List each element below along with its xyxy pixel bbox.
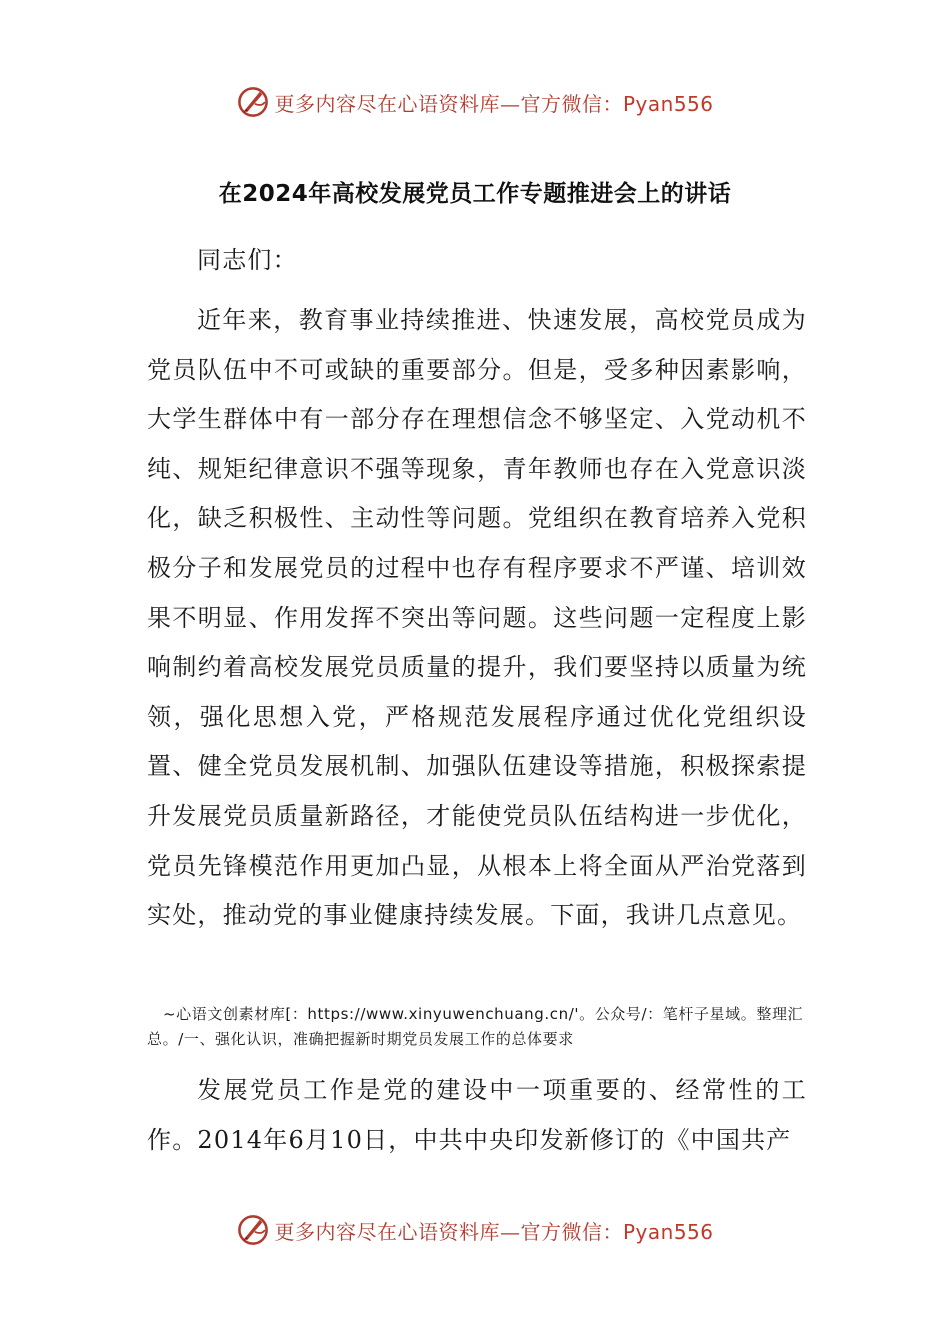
quill-pen-logo-icon [236,1213,270,1247]
quill-pen-logo-icon [236,85,270,119]
document-title: 在2024年高校发展党员工作专题推进会上的讲话 [218,181,732,207]
paragraph-section-one: 发展党员工作是党的建设中一项重要的、经常性的工作。2014年6月10日，中共中央印发新修订的《中国共产 [147,1076,807,1154]
watermark-wechat-label: 官方微信： [520,1219,623,1244]
watermark-separator: — [499,1219,521,1244]
watermark-wechat-id: Pyan556 [622,91,714,116]
watermark-wechat-label: 官方微信： [520,91,623,116]
salutation: 同志们： [197,246,298,274]
footer-watermark [0,1210,950,1250]
source-note: ~心语文创素材库[：https://www.xinyuwenchuang.cn/'。公众号/：笔杆子星域。整理汇总。/一、强化认识，准确把握新时期党员发展工作的总体要求 [147,1005,804,1048]
watermark-brand: 更多内容尽在心语资料库 [274,91,500,116]
watermark-separator: — [499,91,521,116]
watermark-brand: 更多内容尽在心语资料库 [274,1219,500,1244]
watermark-wechat-id: Pyan556 [622,1219,714,1244]
paragraph-intro: 近年来，教育事业持续推进、快速发展，高校党员成为党员队伍中不可或缺的重要部分。但是，受多种因素影响，大学生群体中有一部分存在理想信念不够坚定、入党动机不纯、规矩纪律意识不强等现象，青年教师也存在入党意识淡化，缺乏积极性、主动性等问题。党组织在教育培养入党积极分子和发展党员的过程中也存有程序要求不严谨、培训效果不明显、作用发挥不突出等问题。这些问题一定程度上影响制约着高校发展党员质量的提升，我们要坚持以质量为统领，强化思想入党，严格规范发展程序通过优化党组织设置、健全党员发展机制、加强队伍建设等措施，积极探索提升发展党员质量新路径，才能使党员队伍结构进一步优化，党员先锋模范作用更加凸显，从根本上将全面从严治党落到实处，推动党的事业健康持续发展。下面，我讲几点意见。 [147,306,807,930]
watermark-text [274,1216,713,1245]
header-watermark [0,82,950,122]
watermark-text [274,88,713,117]
